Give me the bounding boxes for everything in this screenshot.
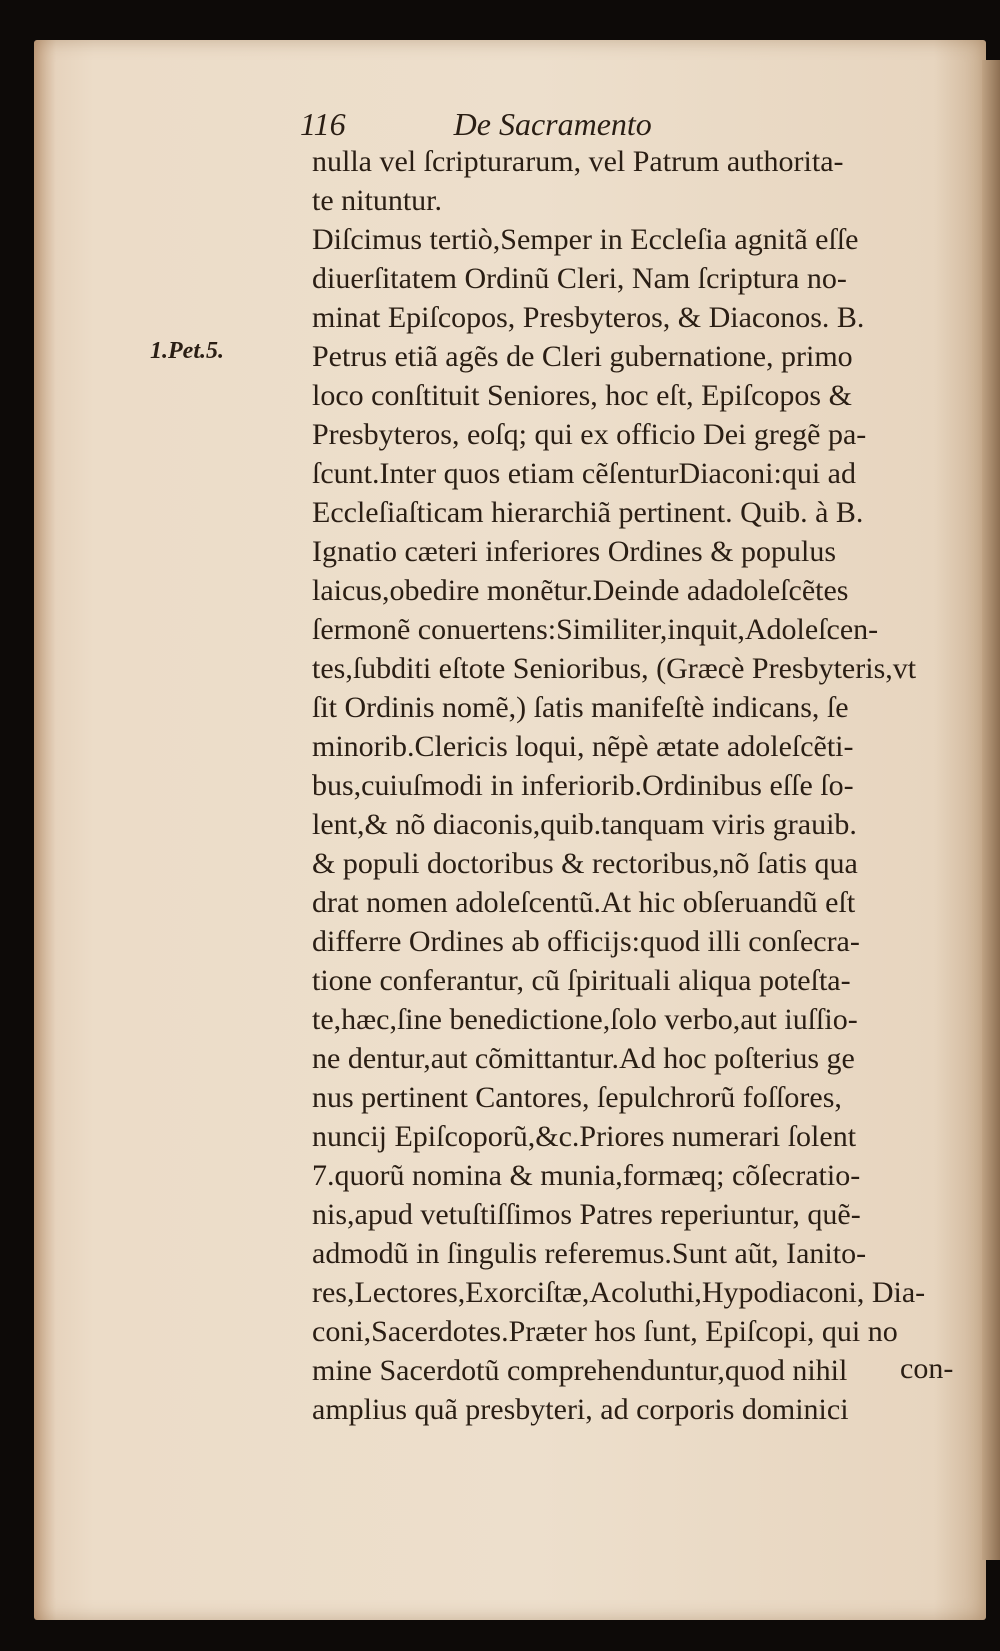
text-line: bus,cuiuſmodi in inferiorib.Ordinibus eſſe ſo-	[312, 769, 854, 802]
text-line: minat Epiſcopos, Presbyteros, & Diaconos. B.	[312, 301, 865, 334]
text-line: loco conſtituit Seniores, hoc eſt, Epiſcopos &	[312, 379, 852, 412]
text-line: differre Ordines ab officijs:quod illi conſecra-	[312, 925, 860, 958]
text-line: diuerſitatem Ordinũ Cleri, Nam ſcriptura no-	[312, 262, 847, 295]
text-line: ſit Ordinis nomẽ,) ſatis manifeſtè indicans, ſe	[312, 691, 849, 724]
running-head	[300, 106, 652, 143]
margin-reference: 1.Pet.5.	[150, 338, 224, 364]
text-line: ſermonẽ conuertens:Similiter,inquit,Adoleſcen-	[312, 613, 879, 646]
page-number: 116	[300, 106, 346, 142]
text-line: tes,ſubditi eſtote Senioribus, (Græcè Presbyteris,vt	[312, 652, 917, 685]
text-line: nulla vel ſcripturarum, vel Patrum authorita-	[312, 145, 844, 178]
text-line: te nituntur.	[312, 184, 442, 217]
text-line: res,Lectores,Exorciſtæ,Acoluthi,Hypodiaconi, Dia-	[312, 1276, 926, 1309]
page-fore-edge	[982, 60, 1000, 1560]
body-text	[312, 142, 978, 1429]
text-line: coni,Sacerdotes.Præter hos ſunt, Epiſcopi, qui no	[312, 1315, 898, 1348]
text-line: nis,apud vetuſtiſſimos Patres reperiuntur, quẽ-	[312, 1198, 861, 1231]
text-line: admodũ in ſingulis referemus.Sunt aũt, Ianito-	[312, 1237, 867, 1270]
text-line: 7.quorũ nomina & munia,formæq; cõſecratio-	[312, 1159, 861, 1192]
running-title: De Sacramento	[453, 106, 652, 142]
text-line: Petrus etiã agẽs de Cleri gubernatione, primo	[312, 340, 853, 373]
text-line: amplius quã presbyteri, ad corporis dominici	[312, 1393, 849, 1426]
text-line: te,hæc,ſine benedictione,ſolo verbo,aut iuſſio-	[312, 1003, 858, 1036]
text-line: Diſcimus tertiò,Semper in Eccleſia agnitã eſſe	[312, 223, 859, 256]
text-line: minorib.Clericis loqui, nẽpè ætate adoleſcẽti-	[312, 730, 854, 763]
text-line: mine Sacerdotũ comprehenduntur,quod nihil	[312, 1354, 848, 1387]
text-line: laicus,obedire monẽtur.Deinde adadoleſcẽtes	[312, 574, 849, 607]
text-line: lent,& nõ diaconis,quib.tanquam viris grauib.	[312, 808, 857, 841]
catchword: con-	[900, 1352, 954, 1385]
text-line: ſcunt.Inter quos etiam cẽſenturDiaconi:qui ad	[312, 457, 856, 490]
text-line: nus pertinent Cantores, ſepulchrorũ foſſores,	[312, 1081, 842, 1114]
text-line: nuncij Epiſcoporũ,&c.Priores numerari ſolent	[312, 1120, 857, 1153]
text-line: Eccleſiaſticam hierarchiã pertinent. Quib. à B.	[312, 496, 864, 529]
text-line: tione conferantur, cũ ſpirituali aliqua poteſta-	[312, 964, 851, 997]
text-line: Presbyteros, eoſq; qui ex officio Dei gregẽ pa-	[312, 418, 867, 451]
text-line: ne dentur,aut cõmittantur.Ad hoc poſterius ge	[312, 1042, 855, 1075]
text-line: drat nomen adoleſcentũ.At hic obſeruandũ eſt	[312, 886, 856, 919]
text-line: Ignatio cæteri inferiores Ordines & populus	[312, 535, 837, 568]
text-line: & populi doctoribus & rectoribus,nõ ſatis qua	[312, 847, 858, 880]
